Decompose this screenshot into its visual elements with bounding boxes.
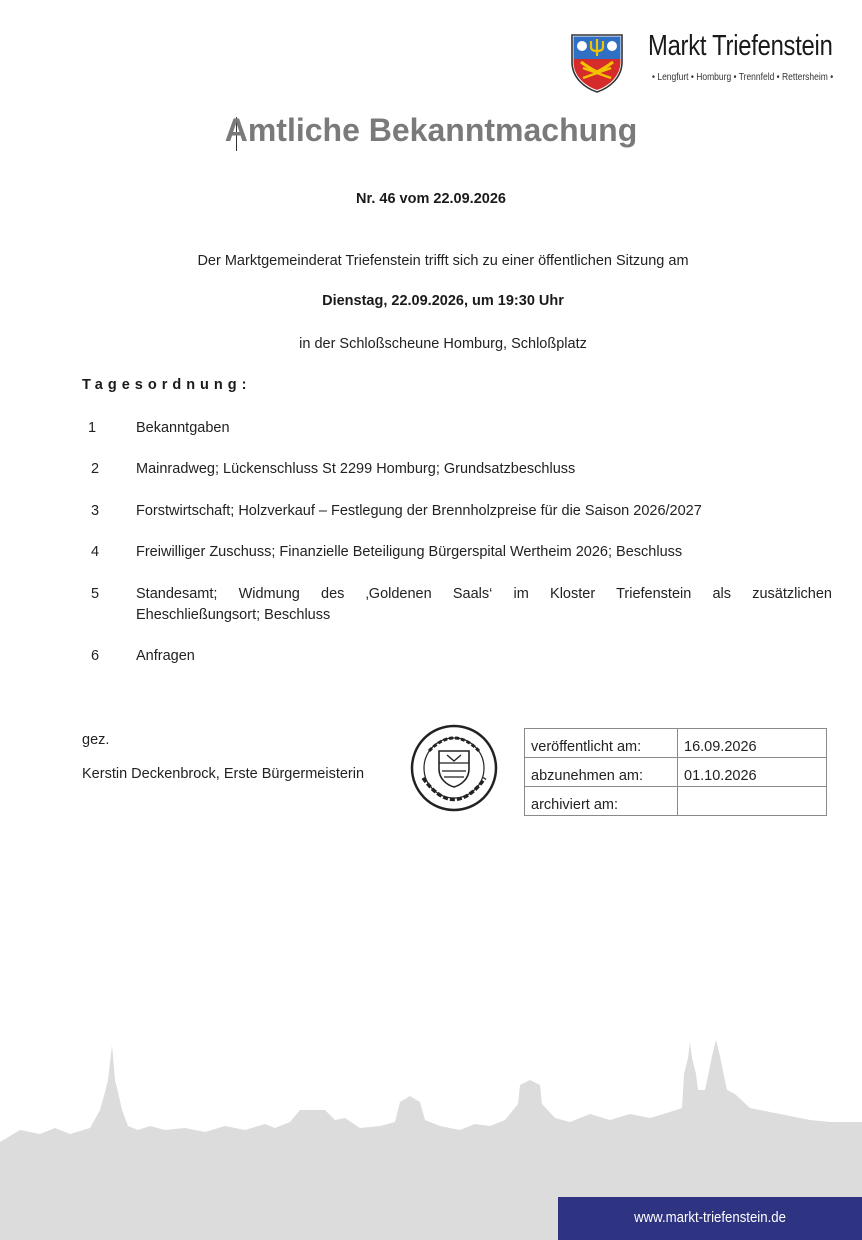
agenda-item-text: Mainradweg; Lückenschluss St 2299 Homburg; Grundsatzbeschluss	[136, 461, 576, 477]
meeting-location: in der Schloßscheune Homburg, Schloßplatz	[299, 336, 587, 352]
footer-bar	[558, 1197, 862, 1240]
publication-label: veröffentlicht am:	[525, 729, 678, 758]
table-row	[525, 758, 827, 787]
agenda-item-text: Anfragen	[136, 648, 195, 664]
footer-website-link[interactable]: www.markt-triefenstein.de	[634, 1209, 786, 1226]
intro-text: Der Marktgemeinderat Triefenstein trifft sich zu einer öffentlichen Sitzung am	[197, 253, 689, 269]
agenda-heading: Tagesordnung:	[82, 377, 252, 393]
signature-gez: gez.	[82, 732, 110, 748]
agenda-item-text	[136, 584, 832, 626]
publication-value: 01.10.2026	[678, 758, 827, 787]
publication-label: archiviert am:	[525, 787, 678, 816]
agenda-item-text: Bekanntgaben	[136, 420, 230, 436]
brand-title: Markt Triefenstein	[648, 30, 833, 62]
brand-subtitle: • Lengfurt • Homburg • Trennfeld • Rettersheim •	[652, 72, 834, 83]
document-title: Amtliche Bekanntmachung	[224, 112, 638, 148]
agenda-item-number: 1	[88, 420, 97, 436]
agenda-item-number: 2	[91, 461, 100, 477]
meeting-date: Dienstag, 22.09.2026, um 19:30 Uhr	[322, 293, 564, 309]
agenda-item-text: Forstwirtschaft; Holzverkauf – Festlegung der Brennholzpreise für die Saison 2026/2027	[136, 503, 702, 519]
agenda-item-number: 5	[91, 586, 100, 602]
publication-value: 16.09.2026	[678, 729, 827, 758]
signer-name: Kerstin Deckenbrock, Erste Bürgermeisterin	[82, 766, 365, 782]
coat-of-arms-logo	[569, 32, 625, 94]
agenda-item-number: 3	[91, 503, 100, 519]
agenda-item-number: 6	[91, 648, 100, 664]
document-number: Nr. 46 vom 22.09.2026	[356, 191, 506, 207]
publication-label: abzunehmen am:	[525, 758, 678, 787]
table-row	[525, 787, 827, 816]
agenda-item-text-line: Standesamt; Widmung des ‚Goldenen Saals‘ im Kloster Triefenstein als zusätzlichen	[136, 586, 832, 602]
publication-table	[524, 728, 827, 816]
official-seal-stamp	[409, 723, 499, 813]
publication-value	[678, 787, 827, 816]
agenda-item-text-line: Eheschließungsort; Beschluss	[136, 607, 331, 623]
table-row	[525, 729, 827, 758]
agenda-item-text: Freiwilliger Zuschuss; Finanzielle Beteiligung Bürgerspital Wertheim 2026; Beschluss	[136, 544, 683, 560]
agenda-item-number: 4	[91, 544, 100, 560]
